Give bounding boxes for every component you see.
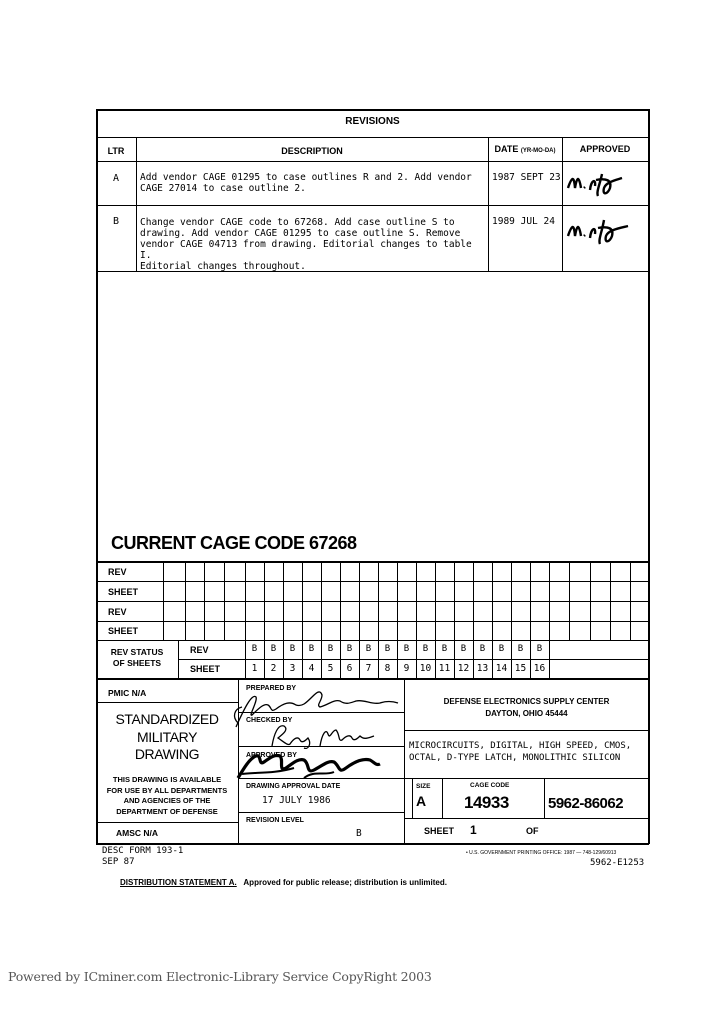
sheet-cell: 4 — [308, 663, 315, 674]
checked-by-label: CHECKED BY — [246, 717, 293, 724]
rev-cell: B — [384, 644, 391, 654]
gpo-notice: • U.S. GOVERNMENT PRINTING OFFICE: 1987 — 748-129/60913 — [466, 850, 617, 856]
rev-status-label: REV STATUS OF SHEETS — [110, 647, 164, 668]
rev-cell: B — [327, 644, 334, 654]
sheet-cell: 5 — [327, 663, 334, 674]
sheet-cell: 2 — [270, 663, 277, 674]
rev-row-a-description: Add vendor CAGE 01295 to case outlines R and 2. Add vendor CAGE 27014 to case outline 2. — [140, 172, 472, 194]
approval-signature-a — [566, 166, 642, 200]
document-id: 5962-E1253 — [590, 858, 645, 868]
cage-label: CAGE CODE — [470, 782, 510, 789]
amsc-label: AMSC N/A — [116, 828, 159, 838]
sheet-cell: 10 — [419, 663, 432, 674]
standardized-military-drawing: STANDARDIZED MILITARY DRAWING — [115, 711, 219, 762]
sheet-cell: 13 — [476, 663, 489, 674]
rev-row-a-date: 1987 SEPT 23 — [492, 172, 561, 183]
approval-date-label: DRAWING APPROVAL DATE — [246, 783, 341, 790]
prepared-by-label: PREPARED BY — [246, 685, 297, 692]
pmic-label: PMIC N/A — [108, 688, 147, 698]
revision-level-value: B — [356, 828, 362, 839]
approval-date: 17 JULY 1986 — [262, 795, 331, 806]
description-header: DESCRIPTION — [281, 146, 343, 156]
sheet-cell: 9 — [403, 663, 410, 674]
rev-cell: B — [308, 644, 315, 654]
rev-cell: B — [441, 644, 448, 654]
agency-name: DEFENSE ELECTRONICS SUPPLY CENTER DAYTON, OHIO 45444 — [443, 697, 610, 718]
approved-header: APPROVED — [579, 144, 631, 154]
rev-cell: B — [479, 644, 486, 654]
status-rev-label: REV — [190, 645, 209, 655]
distribution-text: Approved for public release; distribution is unlimited. — [243, 878, 447, 887]
date-header — [488, 144, 562, 154]
rev-row-b-date: 1989 JUL 24 — [492, 216, 555, 227]
sheet-cell: 7 — [365, 663, 372, 674]
rev-cell: B — [517, 644, 524, 654]
rev-cell: B — [270, 644, 277, 654]
sheet-cell: 14 — [495, 663, 508, 674]
rev-cell: B — [536, 644, 543, 654]
current-cage-banner: CURRENT CAGE CODE 67268 — [111, 533, 357, 553]
status-sheet-label: SHEET — [190, 664, 221, 674]
size-value: A — [416, 793, 427, 809]
rev-cell: B — [460, 644, 467, 654]
grid-rev-label-2: REV — [108, 607, 127, 617]
date-format: (YR-MO-DA) — [520, 148, 556, 154]
form-number: DESC FORM 193-1 SEP 87 — [102, 846, 184, 867]
rev-cell: B — [251, 644, 258, 654]
revisions-title: REVISIONS — [345, 116, 400, 127]
sheet-cell: 11 — [438, 663, 451, 674]
drawing-number: 5962-86062 — [548, 795, 624, 812]
sheet-label: SHEET — [424, 826, 455, 836]
grid-sheet-label-1: SHEET — [108, 587, 139, 597]
grid-sheet-label-2: SHEET — [108, 626, 139, 636]
ltr-header: LTR — [107, 146, 125, 156]
rev-row-b-description: Change vendor CAGE code to 67268. Add case outline S to drawing. Add vendor CAGE 01295 to case outline S. Remove vendor CAGE 04713 from drawing. Editorial changes to table I. Editorial changes throughout. — [140, 217, 472, 272]
sheet-cell: 12 — [457, 663, 470, 674]
grid-rev-label-1: REV — [108, 567, 127, 577]
distribution-statement — [120, 878, 447, 887]
sheet-value: 1 — [470, 823, 477, 837]
approved-by-signature — [234, 748, 384, 784]
sheet-cell: 15 — [514, 663, 527, 674]
rev-cell: B — [289, 644, 296, 654]
of-label: OF — [526, 826, 539, 836]
approval-signature-b — [566, 212, 642, 248]
rev-row-b-ltr: B — [112, 216, 120, 227]
rev-cell: B — [403, 644, 410, 654]
sheet-cell: 16 — [533, 663, 546, 674]
powered-by-footer: Powered by ICminer.com Electronic-Library Service CopyRight 2003 — [8, 969, 432, 984]
rev-row-a-ltr: A — [112, 173, 120, 184]
rev-cell: B — [498, 644, 505, 654]
sheet-cell: 1 — [251, 663, 258, 674]
drawing-title: MICROCIRCUITS, DIGITAL, HIGH SPEED, CMOS, OCTAL, D-TYPE LATCH, MONOLITHIC SILICON — [409, 741, 632, 763]
size-label: SIZE — [416, 783, 431, 790]
cage-value: 14933 — [464, 793, 509, 812]
availability-notice: THIS DRAWING IS AVAILABLE FOR USE BY ALL DEPARTMENTS AND AGENCIES OF THE DEPARTMENT OF DEFENSE — [106, 775, 228, 816]
distribution-label: DISTRIBUTION STATEMENT A. — [120, 878, 237, 887]
approved-by-label: APPROVED BY — [246, 752, 297, 759]
rev-cell: B — [365, 644, 372, 654]
revision-level-label: REVISION LEVEL — [246, 817, 304, 824]
rev-cell: B — [422, 644, 429, 654]
date-header-label: DATE — [494, 144, 519, 154]
sheet-cell: 6 — [346, 663, 353, 674]
sheet-cell: 8 — [384, 663, 391, 674]
rev-cell: B — [346, 644, 353, 654]
sheet-cell: 3 — [289, 663, 296, 674]
checked-by-signature — [268, 720, 378, 750]
